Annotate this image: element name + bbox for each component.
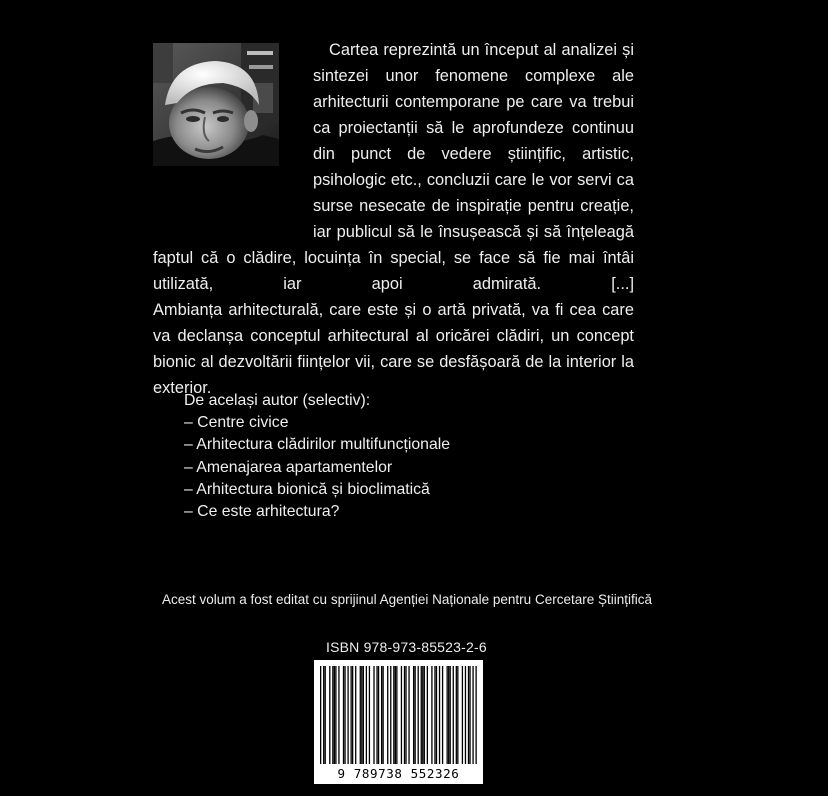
- description-paragraph-2: Ambianța arhitecturală, care este și o artă privată, va fi cea care va declanșa conceptul arhitectural al oricărei clădiri, un concept bionic al dezvoltării ființelor vii, care se desfășoară de la interior la exterior.: [153, 301, 634, 397]
- barcode-digits: 9 789738 552326: [337, 766, 460, 781]
- description-paragraph-1-text: Cartea reprezintă un început al analizei și sintezei unor fenomene complexe ale arhitecturii contemporane pe care va trebui ca proiectanții să le aprofundeze continuu din punct de vedere științific, artistic, psihologic etc., concluzii care le vor servi ca surse nesecate de inspirație pentru creație, iar publicul să le însușească și să înțeleagă faptul că o clădire, locuința în special, se face să fie mai întâi utilizată, iar apoi admirată. [...]: [153, 41, 634, 293]
- description-text: [153, 37, 634, 401]
- other-works-section: [184, 390, 544, 523]
- sponsor-note: [0, 592, 828, 607]
- photo-float-spacer: [153, 37, 313, 221]
- sponsor-note-text: Acest volum a fost editat cu sprijinul Agenției Naționale pentru Cercetare Științifică: [161, 592, 652, 607]
- other-works-list: [184, 412, 544, 523]
- other-works-item: – Amenajarea apartamentelor: [184, 458, 393, 476]
- other-works-item: – Arhitectura bionică și bioclimatică: [184, 480, 430, 498]
- other-works-heading: De același autor (selectiv):: [184, 392, 371, 409]
- isbn-barcode: [314, 660, 483, 784]
- other-works-item: – Centre civice: [184, 414, 289, 432]
- other-works-item: – Arhitectura clădirilor multifuncționale: [184, 436, 451, 454]
- other-works-item: – Ce este arhitectura?: [184, 503, 340, 521]
- description-paragraph-1: [153, 37, 634, 297]
- isbn-label: ISBN 978-973-85523-2-6: [326, 639, 487, 655]
